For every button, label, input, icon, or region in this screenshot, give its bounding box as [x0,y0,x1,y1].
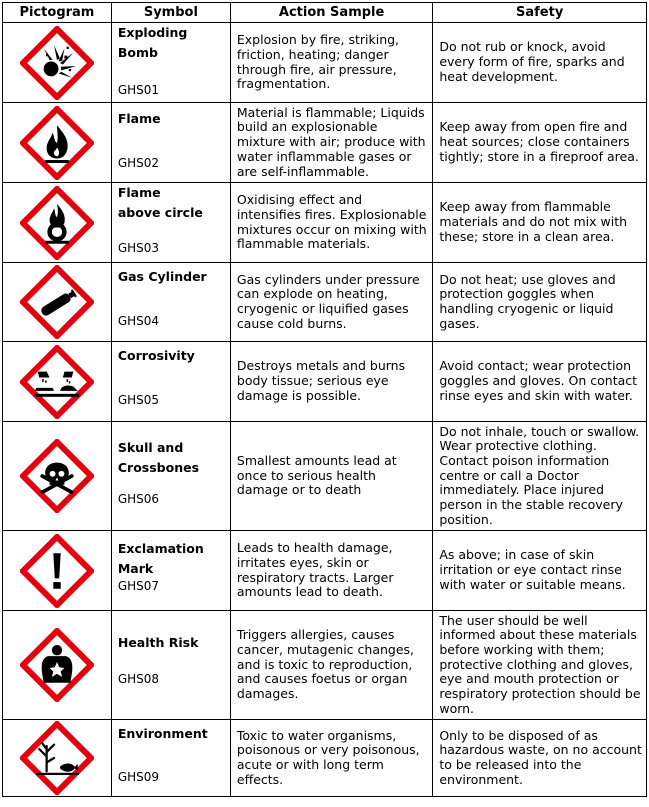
ghs-code: GHS03 [117,241,160,255]
flame-icon [20,106,94,180]
table-row [3,23,647,103]
symbol-cell [111,342,230,422]
ghs-code: GHS01 [117,83,160,97]
table-row [3,611,647,720]
table-row [3,103,647,183]
symbol-cell [111,531,230,611]
symbol-name: Flame above circle [117,185,203,220]
table-row [3,720,647,797]
action-sample: Leads to health damage, irritates eyes, skin or respiratory tracts. Larger amounts lead to death. [230,531,432,611]
symbol-cell [111,263,230,342]
safety-text: Avoid contact; wear protection goggles and gloves. On contact rinse eyes and skin with water. [433,342,647,422]
exploding-bomb-icon [20,26,94,100]
symbol-name: Skull and Crossbones [117,440,200,475]
header-safety: Safety [433,3,647,23]
pictogram-cell [3,611,112,720]
safety-text: Do not rub or knock, avoid every form of fire, sparks and heat development. [433,23,647,103]
ghs-pictogram-table [2,2,647,797]
pictogram-cell [3,263,112,342]
action-sample: Triggers allergies, causes cancer, mutagenic changes, and is toxic to reproduction, and causes foetus or organ damages. [230,611,432,720]
action-sample: Destroys metals and burns body tissue; serious eye damage is possible. [230,342,432,422]
pictogram-cell [3,422,112,531]
action-sample: Explosion by fire, striking, friction, heating; danger through fire, air pressure, fragmentation. [230,23,432,103]
symbol-cell [111,23,230,103]
symbol-name: Corrosivity [117,348,195,363]
action-sample: Oxidising effect and intensifies fires. Explosionable mixtures occur on mixing with flammable materials. [230,183,432,263]
symbol-cell [111,720,230,797]
action-sample: Material is flammable; Liquids build an explosionable mixture with air; produce with water inflammable gases or are self-inflammable. [230,103,432,183]
symbol-name: Flame [117,111,161,126]
table-row [3,342,647,422]
action-sample: Gas cylinders under pressure can explode on heating, cryogenic or liquified gases cause cold burns. [230,263,432,342]
flame-over-circle-icon [20,186,94,260]
environment-icon [20,721,94,795]
safety-text: Do not heat; use gloves and protection goggles when handling cryogenic or liquid gases. [433,263,647,342]
header-row [3,3,647,23]
symbol-cell [111,183,230,263]
corrosion-icon [20,345,94,419]
safety-text: Keep away from flammable materials and do not mix with these; store in a clean area. [433,183,647,263]
pictogram-cell [3,342,112,422]
pictogram-cell [3,720,112,797]
action-sample: Toxic to water organisms, poisonous or very poisonous, acute or with long term effects. [230,720,432,797]
symbol-cell [111,103,230,183]
ghs-code: GHS09 [117,770,160,784]
safety-text: Do not inhale, touch or swallow. Wear protective clothing. Contact poison information centre or call a Doctor immediately. Place injured person in the stable recovery position. [433,422,647,531]
pictogram-cell [3,103,112,183]
pictogram-cell [3,23,112,103]
ghs-code: GHS04 [117,314,160,328]
table-row [3,531,647,611]
symbol-cell [111,611,230,720]
ghs-code: GHS07 [117,579,160,593]
safety-text: The user should be well informed about these materials before working with them; protective clothing and gloves, eye and mouth protection or respiratory protection should be worn. [433,611,647,720]
symbol-name: Gas Cylinder [117,269,207,284]
pictogram-cell [3,531,112,611]
symbol-name: Exclamation Mark [117,541,204,576]
table-row [3,183,647,263]
gas-cylinder-icon [20,265,94,339]
health-hazard-icon [20,628,94,702]
ghs-code: GHS05 [117,393,160,407]
safety-text: Keep away from open fire and heat sources; close containers tightly; store in a fireproof area. [433,103,647,183]
symbol-name: Environment [117,726,208,741]
symbol-name: Exploding Bomb [117,25,188,60]
action-sample: Smallest amounts lead at once to serious health damage or to death [230,422,432,531]
safety-text: As above; in case of skin irritation or eye contact rinse with water or suitable means. [433,531,647,611]
ghs-code: GHS08 [117,672,160,686]
ghs-code: GHS02 [117,156,160,170]
skull-crossbones-icon [20,439,94,513]
ghs-code: GHS06 [117,492,160,506]
header-symbol: Symbol [111,3,230,23]
pictogram-cell [3,183,112,263]
table-row [3,263,647,342]
safety-text: Only to be disposed of as hazardous waste, on no account to be released into the environment. [433,720,647,797]
table-row [3,422,647,531]
header-pictogram: Pictogram [3,3,112,23]
exclamation-mark-icon [20,534,94,608]
header-action-sample: Action Sample [230,3,432,23]
symbol-name: Health Risk [117,635,199,650]
symbol-cell [111,422,230,531]
